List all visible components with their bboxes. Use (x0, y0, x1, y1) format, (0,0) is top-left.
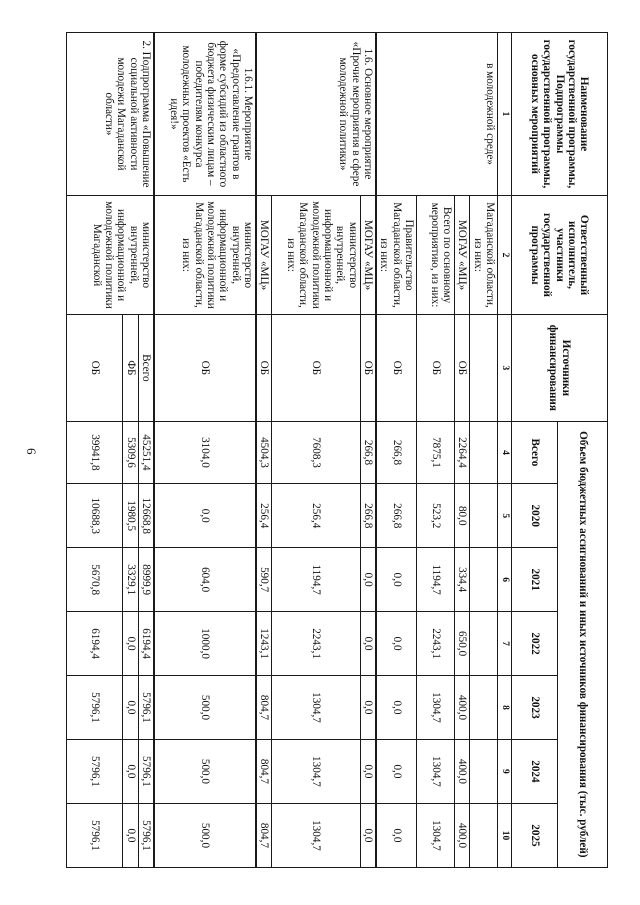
total-value-cell: 5309,6 (123, 421, 138, 484)
column-number: 9 (498, 739, 512, 803)
year-value-cell: 2243,1 (416, 612, 454, 676)
table-row (138, 33, 154, 868)
total-value-cell: 266,8 (376, 421, 417, 484)
year-value-cell: 400,0 (455, 676, 470, 740)
year-value-cell: 500,0 (154, 676, 256, 740)
total-value-cell: 266,8 (360, 421, 376, 484)
year-value-cell: 5670,8 (67, 548, 123, 612)
year-value-cell: 1304,7 (416, 803, 454, 867)
source-cell: ФБ (123, 315, 138, 422)
header-funding-group: Объем бюджетных ассигнований и иных источников финансирования (тыс. рублей) (558, 421, 608, 867)
year-value-cell: 80,0 (455, 484, 470, 548)
column-number: 5 (498, 484, 512, 548)
source-cell (470, 315, 498, 422)
header-name: Наименование государственной программы, Подпрограммы государственной программы, основных мероприятий (512, 33, 608, 196)
total-value-cell: 2264,4 (455, 421, 470, 484)
year-value-cell: 2243,1 (272, 612, 360, 676)
rotated-page (66, 32, 608, 868)
year-value-cell: 8999,9 (138, 548, 154, 612)
executor-cell: МОГАУ «МЦ» (256, 195, 272, 314)
executor-cell: Всего по основному мероприятию, из них: (416, 195, 454, 314)
year-value-cell: 1304,7 (272, 803, 360, 867)
source-cell: Всего (138, 315, 154, 422)
year-value-cell: 266,8 (376, 484, 417, 548)
year-value-cell: 5796,1 (67, 739, 123, 803)
total-value-cell: 45251,4 (138, 421, 154, 484)
table-row (470, 33, 498, 868)
total-value-cell: 7875,1 (416, 421, 454, 484)
year-value-cell: 5796,1 (67, 676, 123, 740)
measure-name-cell: 1.6.1. Мероприятие «Предоставление грантов в форме субсидий из областного бюджета физическим лицам – победителям конкурса молодежных проектов «Есть идея!» (154, 33, 256, 196)
year-value-cell: 334,4 (455, 548, 470, 612)
year-value-cell (470, 612, 498, 676)
year-value-cell: 10688,3 (67, 484, 123, 548)
year-value-cell: 400,0 (455, 803, 470, 867)
page-number: 6 (24, 448, 39, 455)
year-value-cell: 256,4 (272, 484, 360, 548)
year-value-cell: 5796,1 (138, 803, 154, 867)
year-value-cell: 1243,1 (256, 612, 272, 676)
header-total: Всего (512, 421, 558, 484)
header-year-2023: 2023 (512, 676, 558, 740)
table-row (154, 33, 256, 868)
year-value-cell: 0,0 (360, 803, 376, 867)
year-value-cell: 1304,7 (416, 676, 454, 740)
column-number: 1 (498, 33, 512, 196)
year-value-cell: 12668,8 (138, 484, 154, 548)
measure-name-cell: 1.6. Основное мероприятие «Прочие мероприятия в сфере молодежной политики» (256, 33, 376, 196)
measure-name-cell: в молодежной среде» (376, 33, 498, 196)
year-value-cell: 3329,1 (123, 548, 138, 612)
source-cell: ОБ (67, 315, 123, 422)
year-value-cell: 0,0 (123, 612, 138, 676)
year-value-cell: 0,0 (360, 739, 376, 803)
column-number: 2 (498, 195, 512, 314)
year-value-cell: 0,0 (376, 548, 417, 612)
year-value-cell: 256,4 (256, 484, 272, 548)
executor-cell: министерство внутренней, информационной и молодежной политики Магаданской области, из них: (272, 195, 360, 314)
source-cell: ОБ (360, 315, 376, 422)
year-value-cell: 266,8 (360, 484, 376, 548)
header-source: Источники финансирования (512, 315, 608, 422)
header-year-2022: 2022 (512, 612, 558, 676)
year-value-cell: 0,0 (376, 676, 417, 740)
year-value-cell (470, 739, 498, 803)
executor-cell: министерство внутренней, информационной и молодежной политики Магаданской области, из них: (154, 195, 256, 314)
column-number: 10 (498, 803, 512, 867)
year-value-cell: 523,2 (416, 484, 454, 548)
column-number: 7 (498, 612, 512, 676)
total-value-cell (470, 421, 498, 484)
total-value-cell: 3104,0 (154, 421, 256, 484)
year-value-cell: 804,7 (256, 803, 272, 867)
column-numbers-row (498, 33, 512, 868)
year-value-cell: 5796,1 (67, 803, 123, 867)
year-value-cell: 0,0 (360, 548, 376, 612)
year-value-cell: 1980,5 (123, 484, 138, 548)
source-cell: ОБ (455, 315, 470, 422)
year-value-cell: 1000,0 (154, 612, 256, 676)
year-value-cell: 804,7 (256, 676, 272, 740)
year-value-cell: 0,0 (123, 739, 138, 803)
column-number: 4 (498, 421, 512, 484)
year-value-cell (470, 548, 498, 612)
total-value-cell: 7608,3 (272, 421, 360, 484)
year-value-cell: 0,0 (360, 612, 376, 676)
year-value-cell: 0,0 (376, 612, 417, 676)
source-cell: ОБ (272, 315, 360, 422)
year-value-cell: 604,0 (154, 548, 256, 612)
source-cell: ОБ (154, 315, 256, 422)
year-value-cell: 0,0 (123, 803, 138, 867)
total-value-cell: 4504,3 (256, 421, 272, 484)
year-value-cell: 500,0 (154, 803, 256, 867)
year-value-cell: 500,0 (154, 739, 256, 803)
header-year-2024: 2024 (512, 739, 558, 803)
source-cell: ОБ (376, 315, 417, 422)
year-value-cell (470, 676, 498, 740)
year-value-cell: 590,7 (256, 548, 272, 612)
column-number: 6 (498, 548, 512, 612)
year-value-cell: 0,0 (376, 739, 417, 803)
executor-cell: Правительство Магаданской области, из них: (376, 195, 417, 314)
year-value-cell: 1304,7 (416, 739, 454, 803)
executor-cell: МОГАУ «МЦ» (455, 195, 470, 314)
year-value-cell (470, 803, 498, 867)
year-value-cell: 6194,4 (138, 612, 154, 676)
measure-name-cell: 2. Подпрограмма «Повышение социальной активности молодежи Магаданской области» (67, 33, 154, 196)
column-number: 3 (498, 315, 512, 422)
source-cell: ОБ (256, 315, 272, 422)
table-row (360, 33, 376, 868)
year-value-cell: 1194,7 (272, 548, 360, 612)
year-value-cell: 400,0 (455, 739, 470, 803)
year-value-cell: 1194,7 (416, 548, 454, 612)
year-value-cell: 650,0 (455, 612, 470, 676)
executor-cell: МОГАУ «МЦ» (360, 195, 376, 314)
year-value-cell: 1304,7 (272, 676, 360, 740)
executor-cell: министерство внутренней, информационной и молодежной политики Магаданской (67, 195, 154, 314)
year-value-cell (470, 484, 498, 548)
year-value-cell: 0,0 (376, 803, 417, 867)
year-value-cell: 1304,7 (272, 739, 360, 803)
year-value-cell: 6194,4 (67, 612, 123, 676)
header-executor: Ответственный исполнитель, участники государственной программы (512, 195, 608, 314)
year-value-cell: 0,0 (360, 676, 376, 740)
year-value-cell: 5796,1 (138, 676, 154, 740)
year-value-cell: 804,7 (256, 739, 272, 803)
source-cell: ОБ (416, 315, 454, 422)
year-value-cell: 0,0 (123, 676, 138, 740)
executor-cell: Магаданской области, из них: (470, 195, 498, 314)
header-year-2021: 2021 (512, 548, 558, 612)
year-value-cell: 5796,1 (138, 739, 154, 803)
header-year-2020: 2020 (512, 484, 558, 548)
year-value-cell: 0,0 (154, 484, 256, 548)
column-number: 8 (498, 676, 512, 740)
header-year-2025: 2025 (512, 803, 558, 867)
funding-table (66, 32, 608, 868)
total-value-cell: 39941,8 (67, 421, 123, 484)
